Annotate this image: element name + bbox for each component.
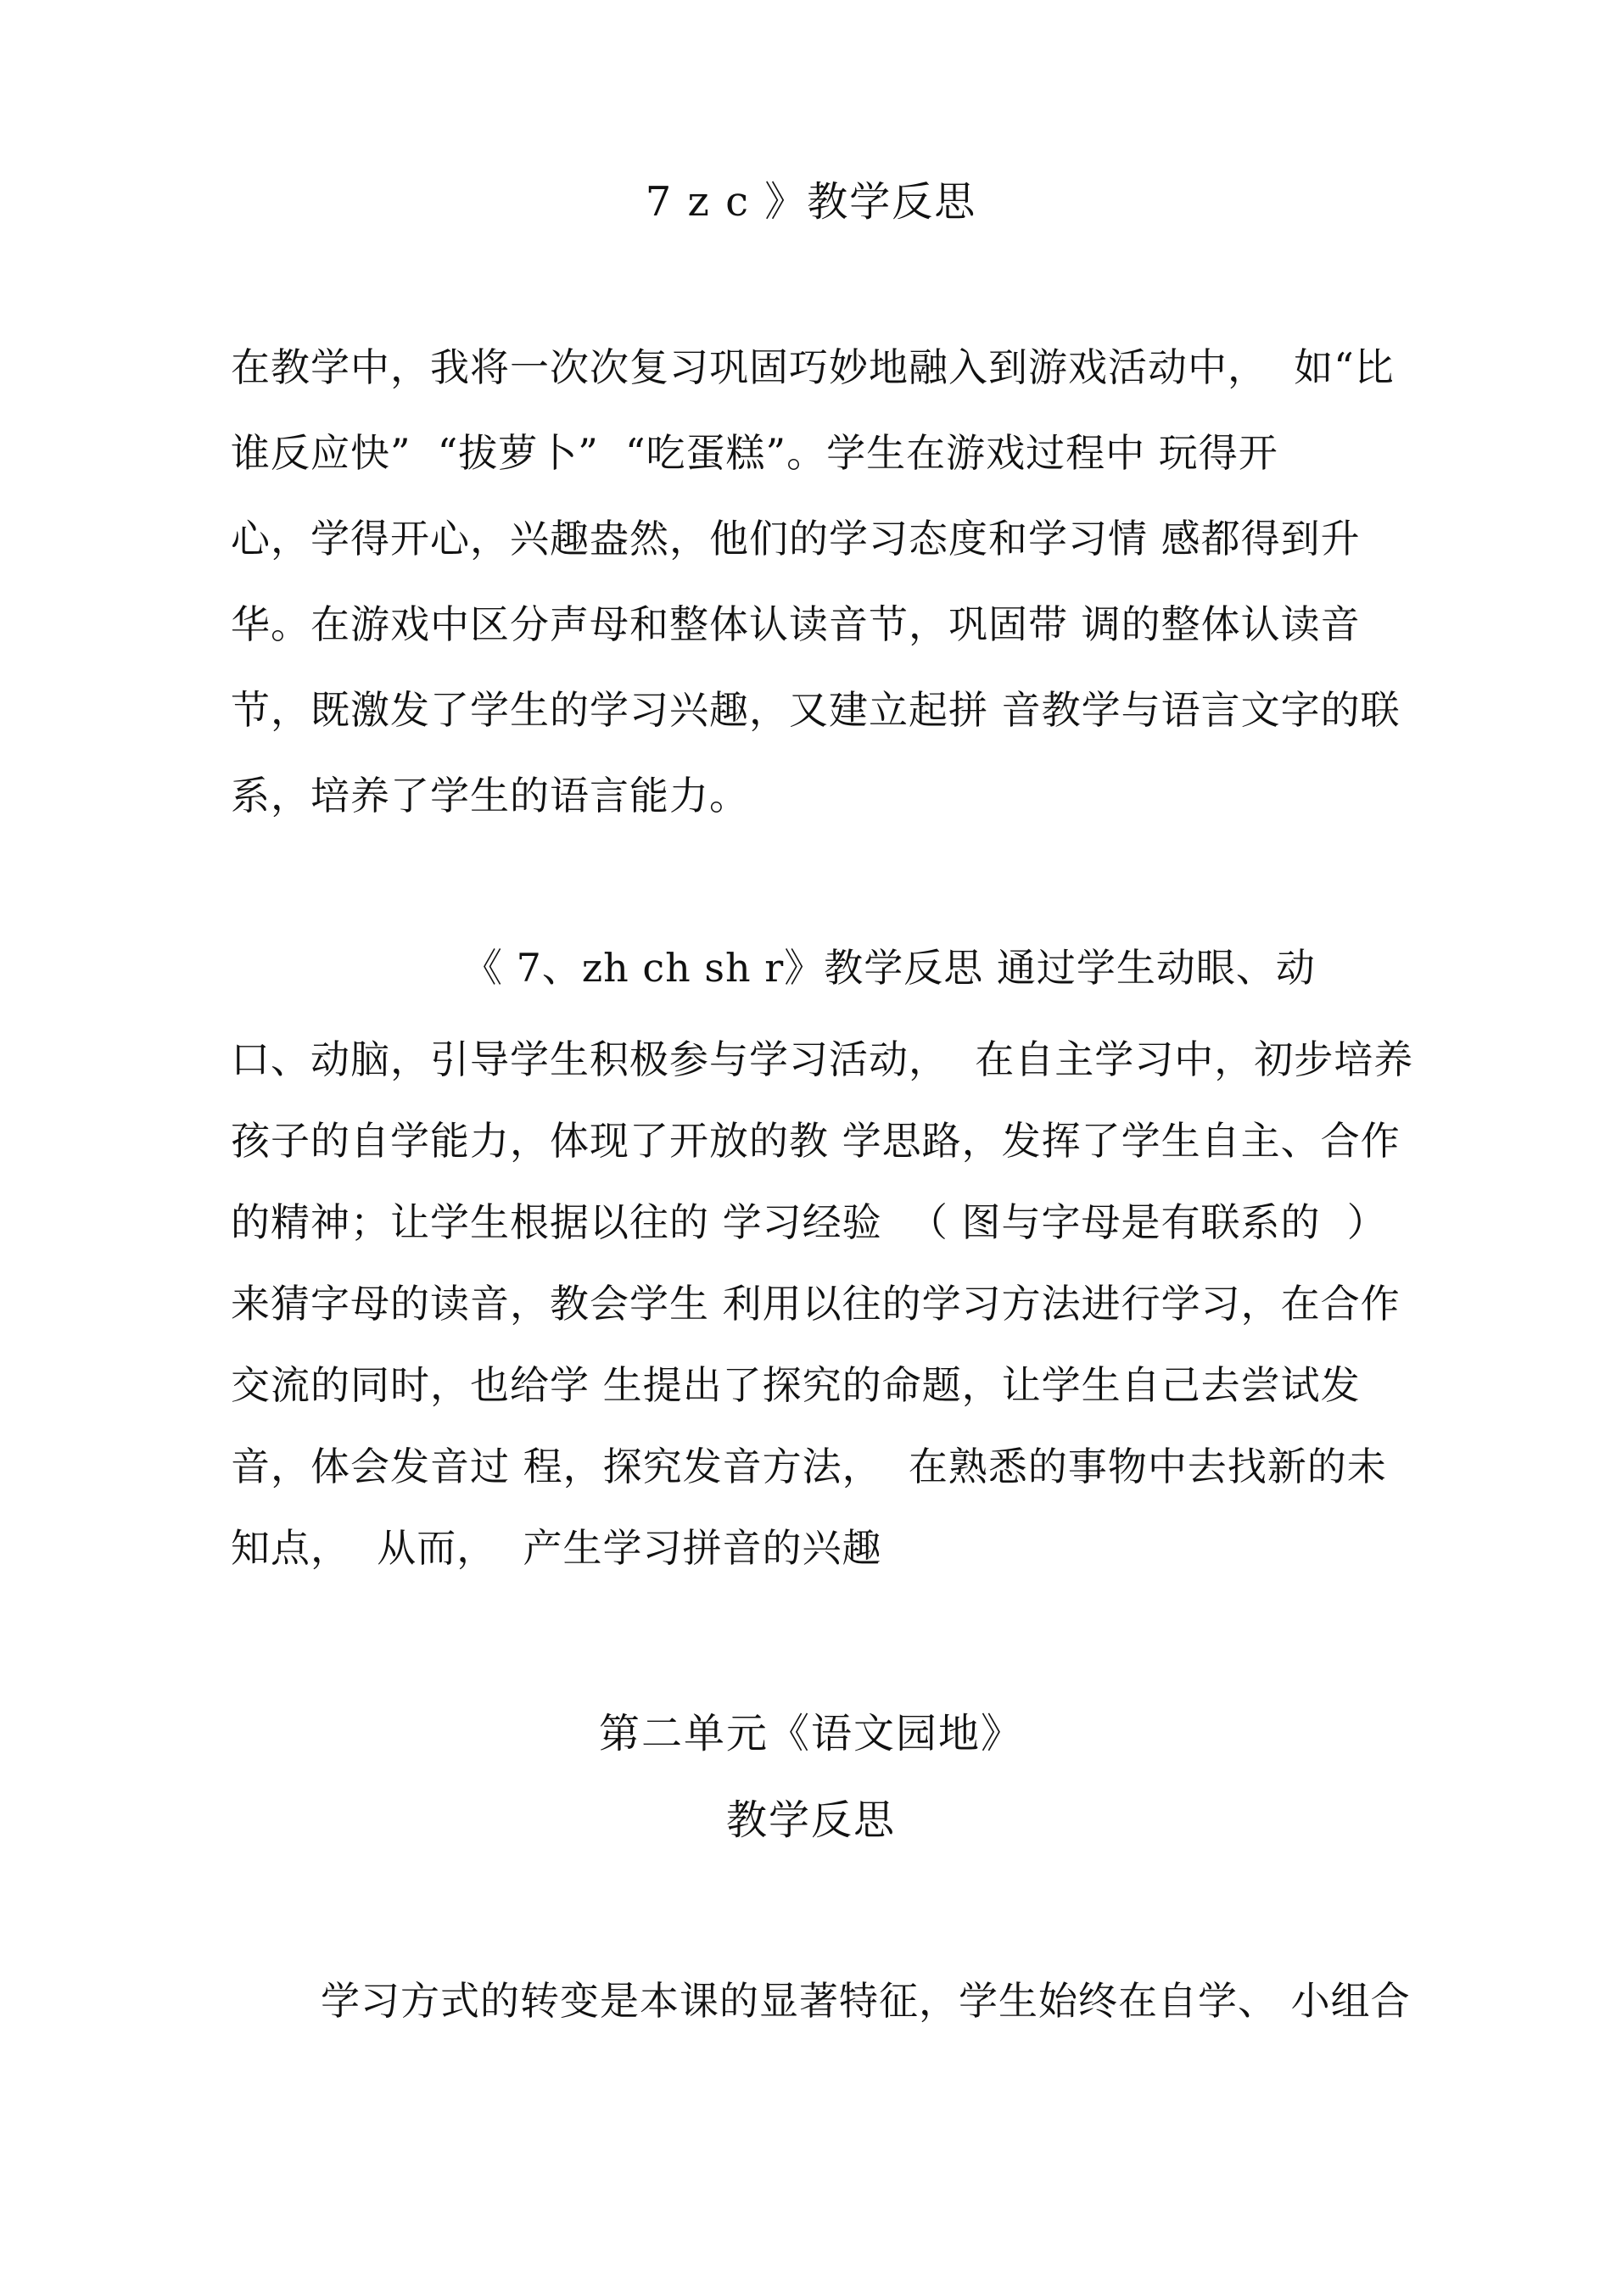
paragraph-line: 孩子的自学能力，体现了开放的教 学思路，发挥了学生自主、合作: [231, 1118, 1401, 1164]
paragraph-line: 音，体会发音过 程，探究发音方法， 在熟悉的事物中去找新的未: [231, 1444, 1387, 1489]
paragraph-line: 华。在游戏中区分声母和整体认读音节，巩固带 调的整体认读音: [231, 601, 1361, 647]
paragraph-line: 在教学中，我将一次次复习巩固巧妙地融入到游戏活动中， 如“比: [231, 344, 1395, 390]
section-subtitle: 教学反思: [725, 1796, 896, 1844]
paragraph-line: 知点， 从而， 产生学习拼音的兴趣: [231, 1525, 882, 1571]
paragraph-line: 口、动脑，引导学生积极参与学习活动， 在自主学习中，初步培养: [231, 1036, 1414, 1082]
paragraph-line: 交流的同时，也给学 生提出了探究的命题，让学生自己去尝试发: [231, 1362, 1361, 1408]
document-title: 7 z c 》教学反思: [645, 178, 977, 226]
paragraph-line: 来猜字母的读音，教会学生 利用以往的学习方法进行学习，在合作: [231, 1281, 1401, 1327]
paragraph-line: 学习方式的转变是本课的显著特征，学生始终在自学、 小组合: [321, 1978, 1411, 2024]
paragraph-line: 系，培养了学生的语言能力。: [231, 773, 749, 818]
paragraph-line: 谁反应快” “拔萝卜” “吃蛋糕”。学生在游戏过程中 玩得开: [231, 430, 1278, 476]
paragraph-line: 心，学得开心，兴趣盎然，他们的学习态度和学习情 感都得到升: [231, 516, 1361, 561]
paragraph-line: 的精神；让学生根据以往的 学习经验 （ 图与字母是有联系的 ）: [231, 1199, 1387, 1245]
paragraph-line: 节，既激发了学生的学习兴趣，又建立起拼 音教学与语言文字的联: [231, 687, 1401, 733]
section-title: 第二单元《语文园地》: [598, 1710, 1023, 1757]
paragraph-line: 《 7、zh ch sh r》教学反思 通过学生动眼、动: [463, 945, 1316, 991]
